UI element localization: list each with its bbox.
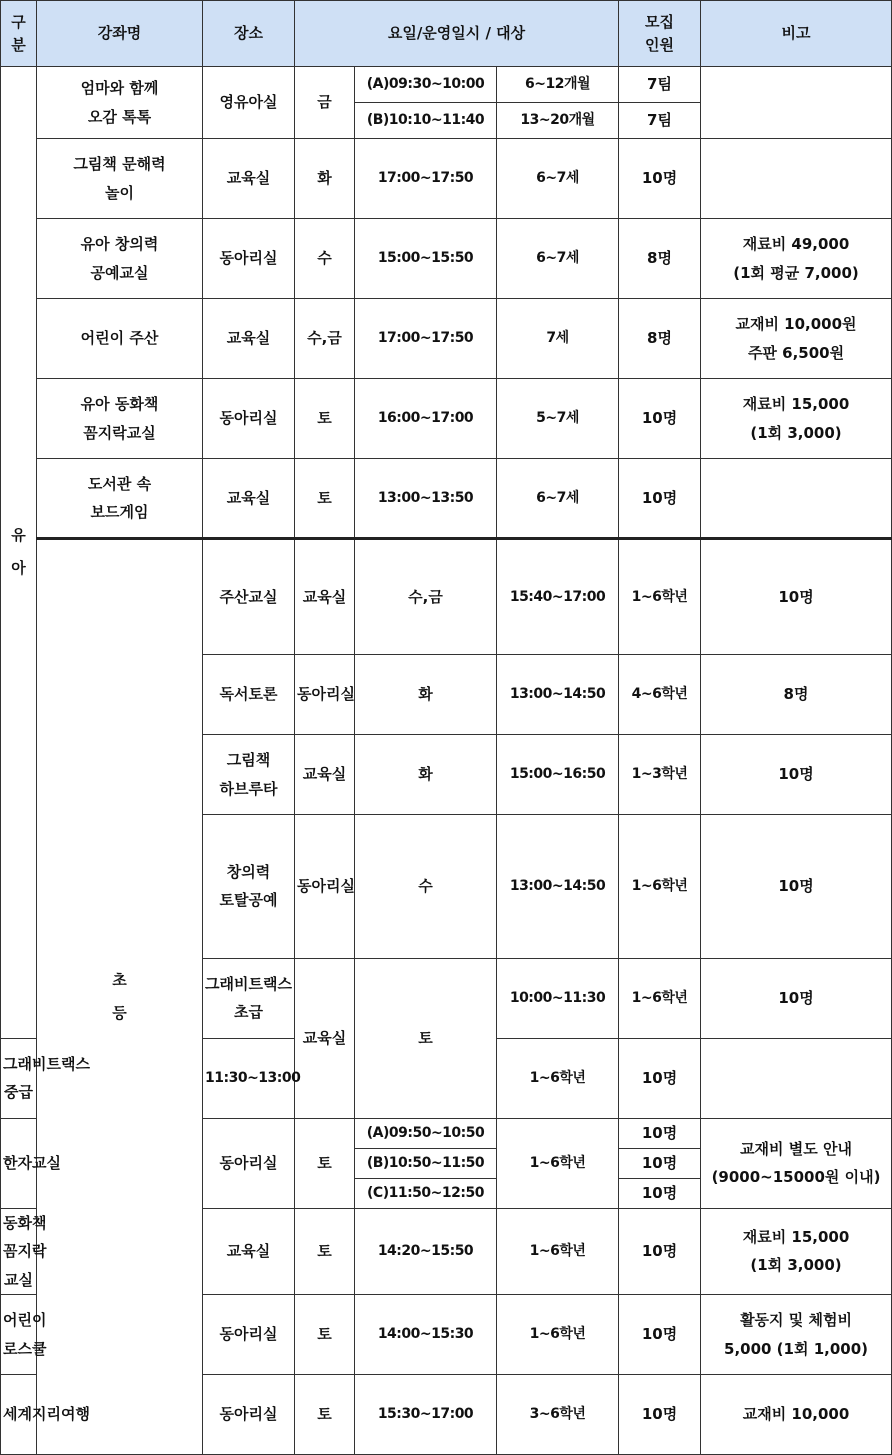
header-capacity: 모집 인원 [619,1,701,67]
note-cell [701,139,892,219]
target-group-cell: 1~6학년 [497,1118,619,1208]
time-slot-cell: 13:00~14:50 [497,815,619,959]
section-label-cell: 유 아 [1,67,37,1039]
weekday-cell: 화 [355,655,497,735]
note-cell: 재료비 15,000 (1회 3,000) [701,1208,892,1295]
place-cell: 교육실 [295,735,355,815]
target-group-cell: 1~3학년 [619,735,701,815]
time-slot-cell: 15:00~15:50 [355,219,497,299]
note-cell: 교재비 10,000원 주판 6,500원 [701,299,892,379]
header-row [1,1,892,67]
table-row [1,299,892,379]
header-place: 장소 [203,1,295,67]
capacity-cell: 10명 [619,1118,701,1148]
weekday-cell: 수,금 [355,539,497,655]
target-group-cell: 1~6학년 [497,1038,619,1118]
place-cell: 동아리실 [295,815,355,959]
course-name-cell: 한자교실 [1,1118,37,1208]
time-slot-cell: 15:30~17:00 [355,1375,497,1455]
time-slot-cell: (A)09:50~10:50 [355,1118,497,1148]
place-cell: 영유아실 [203,67,295,139]
course-name-cell: 그림책 문해력 놀이 [37,139,203,219]
capacity-cell: 10명 [701,735,892,815]
time-slot-cell: 13:00~13:50 [355,459,497,539]
capacity-cell: 7팀 [619,103,701,139]
weekday-cell: 수 [355,815,497,959]
place-cell: 교육실 [203,139,295,219]
weekday-cell: 수,금 [295,299,355,379]
capacity-cell: 10명 [619,1375,701,1455]
course-name-cell: 창의력 토탈공예 [203,815,295,959]
place-cell: 동아리실 [203,219,295,299]
time-slot-cell: (A)09:30~10:00 [355,67,497,103]
course-name-cell: 유아 창의력 공예교실 [37,219,203,299]
weekday-cell: 수 [295,219,355,299]
place-cell: 교육실 [203,459,295,539]
note-cell [701,67,892,139]
note-cell: 재료비 15,000 (1회 3,000) [701,379,892,459]
capacity-cell: 10명 [619,459,701,539]
note-cell: 교재비 10,000 [701,1375,892,1455]
time-slot-cell: 15:00~16:50 [497,735,619,815]
table-row [1,139,892,219]
capacity-cell: 10명 [619,379,701,459]
capacity-cell: 10명 [619,1208,701,1295]
header-note: 비고 [701,1,892,67]
time-slot-cell: (C)11:50~12:50 [355,1178,497,1208]
time-slot-cell: 17:00~17:50 [355,139,497,219]
course-name-cell: 그래비트랙스 중급 [1,1038,37,1118]
target-group-cell: 7세 [497,299,619,379]
note-cell [701,459,892,539]
place-cell: 동아리실 [295,655,355,735]
weekday-cell: 토 [295,1208,355,1295]
target-group-cell: 1~6학년 [619,958,701,1038]
target-group-cell: 6~7세 [497,459,619,539]
header-course: 강좌명 [37,1,203,67]
capacity-cell: 10명 [619,1295,701,1375]
header-schedule: 요일/운영일시 / 대상 [295,1,619,67]
place-cell: 교육실 [203,1208,295,1295]
capacity-cell: 7팀 [619,67,701,103]
place-cell: 동아리실 [203,1295,295,1375]
course-name-cell: 주산교실 [203,539,295,655]
capacity-cell: 8명 [619,219,701,299]
course-name-cell: 독서토론 [203,655,295,735]
target-group-cell: 1~6학년 [619,815,701,959]
table-row [1,539,892,655]
weekday-cell: 토 [355,958,497,1118]
table-row [1,67,892,103]
weekday-cell: 화 [295,139,355,219]
capacity-cell: 10명 [701,815,892,959]
course-name-cell: 어린이 주산 [37,299,203,379]
target-group-cell: 6~7세 [497,139,619,219]
capacity-cell: 8명 [619,299,701,379]
course-name-cell: 도서관 속 보드게임 [37,459,203,539]
table-row [1,379,892,459]
time-slot-cell: 14:20~15:50 [355,1208,497,1295]
time-slot-cell: 13:00~14:50 [497,655,619,735]
time-slot-cell: 11:30~13:00 [203,1038,295,1118]
time-slot-cell: (B)10:10~11:40 [355,103,497,139]
weekday-cell: 토 [295,1118,355,1208]
note-cell: 활동지 및 체험비 5,000 (1회 1,000) [701,1295,892,1375]
capacity-cell: 10명 [619,139,701,219]
course-name-cell: 엄마와 함께 오감 톡톡 [37,67,203,139]
capacity-cell: 10명 [619,1178,701,1208]
section-label-cell: 초 등 [37,539,203,1455]
weekday-cell: 토 [295,459,355,539]
course-name-cell: 그림책 하브루타 [203,735,295,815]
place-cell: 동아리실 [203,379,295,459]
weekday-cell: 화 [355,735,497,815]
target-group-cell: 6~12개월 [497,67,619,103]
target-group-cell: 1~6학년 [497,1208,619,1295]
target-group-cell: 6~7세 [497,219,619,299]
course-name-cell: 유아 동화책 꼼지락교실 [37,379,203,459]
target-group-cell: 3~6학년 [497,1375,619,1455]
target-group-cell: 1~6학년 [497,1295,619,1375]
capacity-cell: 10명 [701,539,892,655]
place-cell: 교육실 [295,539,355,655]
time-slot-cell: 10:00~11:30 [497,958,619,1038]
note-cell: 재료비 49,000 (1회 평균 7,000) [701,219,892,299]
table-row [1,459,892,539]
course-name-cell: 어린이 로스쿨 [1,1295,37,1375]
target-group-cell: 13~20개월 [497,103,619,139]
time-slot-cell: 17:00~17:50 [355,299,497,379]
course-name-cell: 세계지리여행 [1,1375,37,1455]
weekday-cell: 토 [295,1295,355,1375]
place-cell: 교육실 [203,299,295,379]
weekday-cell: 토 [295,379,355,459]
course-name-cell: 그래비트랙스 초급 [203,958,295,1038]
time-slot-cell: (B)10:50~11:50 [355,1148,497,1178]
weekday-cell: 토 [295,1375,355,1455]
capacity-cell: 8명 [701,655,892,735]
capacity-cell: 10명 [619,1148,701,1178]
note-cell: 교재비 별도 안내 (9000~15000원 이내) [701,1118,892,1208]
time-slot-cell: 14:00~15:30 [355,1295,497,1375]
weekday-cell: 금 [295,67,355,139]
target-group-cell: 5~7세 [497,379,619,459]
header-category: 구 분 [1,1,37,67]
table-row [1,219,892,299]
place-cell: 동아리실 [203,1375,295,1455]
place-cell: 교육실 [295,958,355,1118]
target-group-cell: 4~6학년 [619,655,701,735]
place-cell: 동아리실 [203,1118,295,1208]
capacity-cell: 10명 [701,958,892,1038]
capacity-cell: 10명 [619,1038,701,1118]
course-name-cell: 동화책 꼼지락 교실 [1,1208,37,1295]
time-slot-cell: 16:00~17:00 [355,379,497,459]
time-slot-cell: 15:40~17:00 [497,539,619,655]
target-group-cell: 1~6학년 [619,539,701,655]
